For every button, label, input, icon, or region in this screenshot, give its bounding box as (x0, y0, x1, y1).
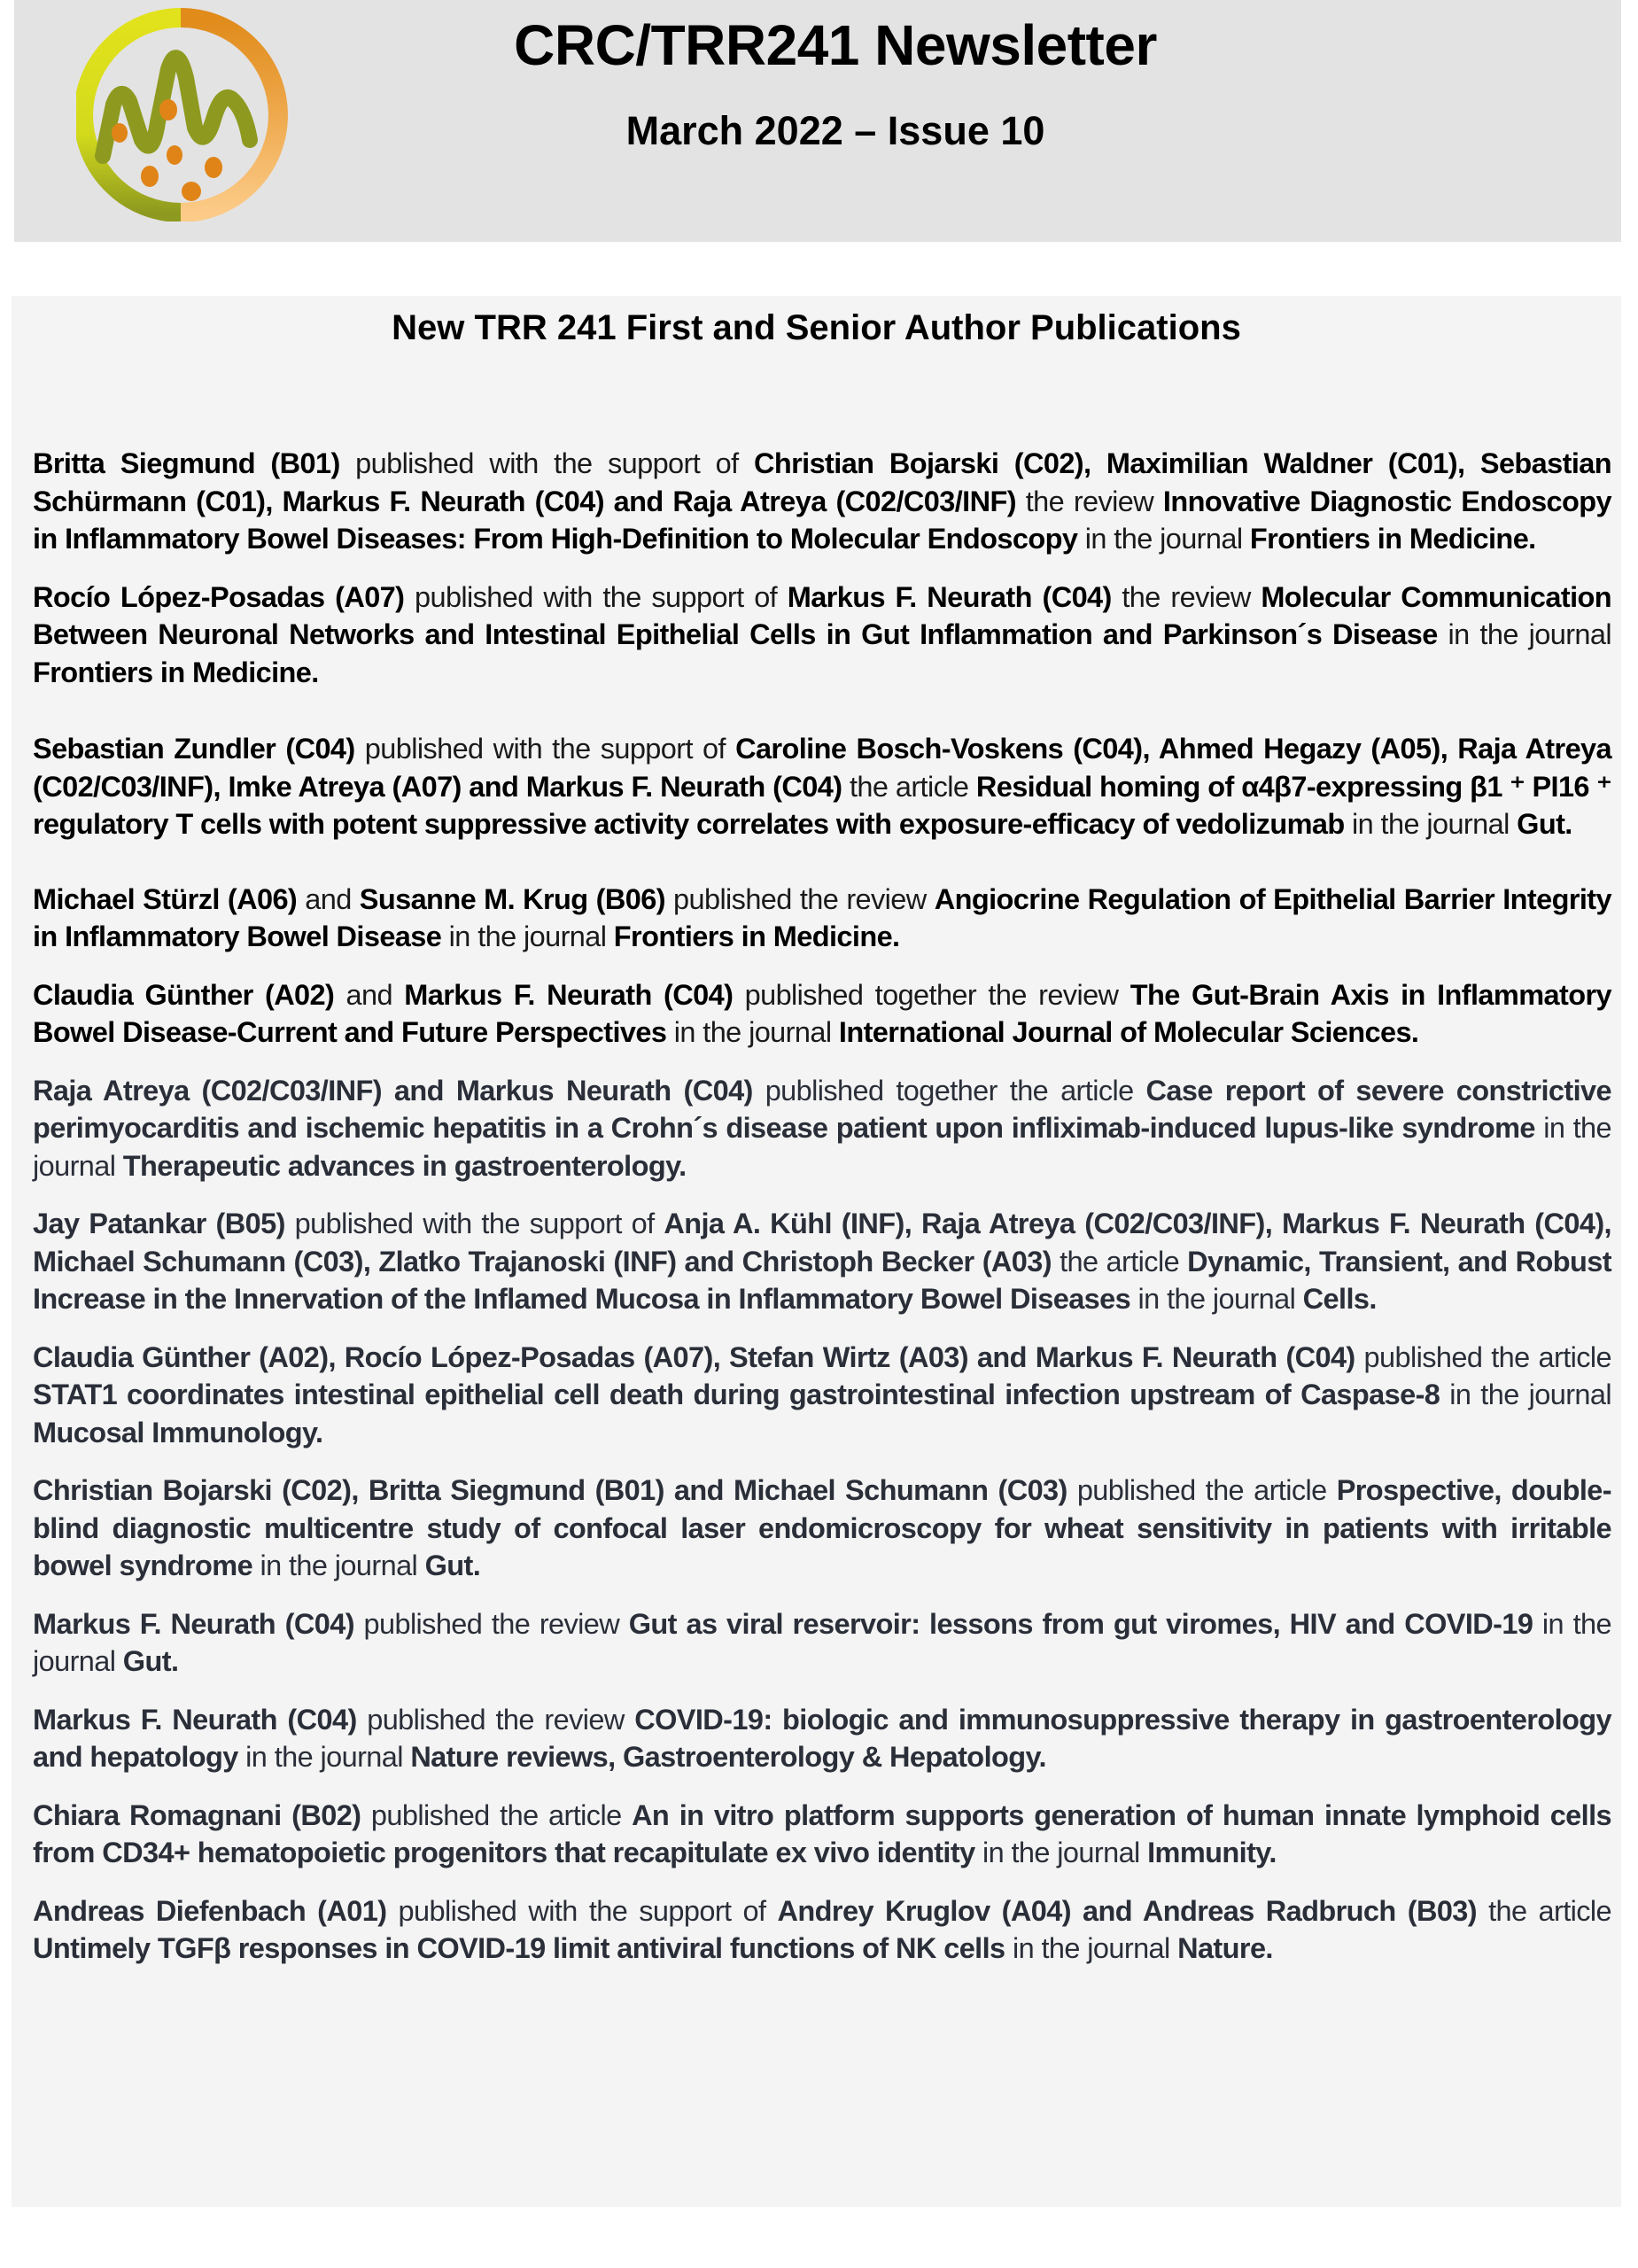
entry-bold-text: Frontiers in Medicine. (613, 920, 900, 952)
entry-bold-text: Cells. (1302, 1283, 1377, 1315)
entry-bold-text: STAT1 coordinates intestinal epithelial cell death during gastrointestinal infection upstream of Caspase-8 (33, 1379, 1440, 1410)
publication-entry (33, 881, 1611, 956)
entry-text: in the journal (1440, 1379, 1611, 1410)
publication-entry (33, 730, 1611, 843)
entry-bold-text: Therapeutic advances in gastroenterology. (122, 1149, 687, 1182)
entry-text: published the review (664, 882, 935, 915)
entry-text: in the journal (666, 1016, 839, 1048)
entry-bold-text: Markus F. Neurath (C04) (404, 978, 734, 1011)
publication-entry (33, 1892, 1611, 1968)
entry-bold-text: Residual homing of α4β7-expressing β1 ⁺ PI16 ⁺ regulatory T cells with potent suppressive activity correlates with exposure-efficacy of vedolizumab (33, 770, 1611, 840)
entry-bold-text: Chiara Romagnani (B02) (33, 1798, 361, 1831)
entry-bold-text: Angiocrine Regulation of Epithelial Barrier Integrity in Inflammatory Bowel Disease (33, 882, 1611, 952)
entry-bold-text: Gut. (424, 1550, 481, 1581)
entry-text: published with the support of (354, 733, 736, 765)
entry-bold-text: Markus F. Neurath (C04) (787, 580, 1112, 613)
entry-bold-text: Andrey Kruglov (A04) and Andreas Radbruch (B03) (777, 1894, 1477, 1927)
issue-subtitle: March 2022 – Issue 10 (625, 108, 1045, 153)
publication-entry (33, 579, 1611, 692)
entry-text: the article (1051, 1245, 1188, 1278)
entry-bold-text: Markus F. Neurath (C04) (33, 1703, 357, 1736)
entry-bold-text: Prospective, double-blind diagnostic multicentre study of confocal laser endomicroscopy for wheat sensitivity in patients with irritable bowel syndrome (33, 1474, 1611, 1581)
entry-text: published the article (1067, 1474, 1337, 1506)
publication-entry (33, 445, 1611, 558)
entry-text: published the review (353, 1607, 629, 1640)
entry-bold-text: Nature. (1177, 1932, 1273, 1964)
entry-text: in the journal (33, 1607, 1611, 1677)
entry-text: and (297, 882, 360, 915)
publication-entry (33, 1472, 1611, 1585)
entry-bold-text: International Journal of Molecular Sciences. (838, 1016, 1419, 1048)
entry-text: published together the review (733, 978, 1130, 1011)
entry-text: published the review (356, 1703, 635, 1736)
entry-text: in the journal (252, 1550, 425, 1581)
newsletter-header (14, 0, 1621, 242)
entry-bold-text: Frontiers in Medicine. (1249, 523, 1536, 555)
publication-entry (33, 1605, 1611, 1681)
entry-bold-text: Nature reviews, Gastroenterology & Hepatology. (410, 1741, 1046, 1773)
entry-bold-text: Britta Siegmund (B01) (33, 447, 340, 479)
entry-bold-text: Rocío López-Posadas (A07) (33, 580, 405, 613)
entry-bold-text: Christian Bojarski (C02), Maximilian Waldner (C01), Sebastian Schürmann (C01), Markus F. Neurath (C04) and Raja Atreya (C02/C03/INF) (33, 447, 1612, 517)
entry-bold-text: Michael Stürzl (A06) (33, 882, 298, 915)
entry-text: in the journal (1005, 1932, 1178, 1964)
section-title: New TRR 241 First and Senior Author Publications (392, 308, 1241, 347)
entry-bold-text: Raja Atreya (C02/C03/INF) and Markus Neurath (C04) (33, 1074, 753, 1107)
entry-bold-text: Jay Patankar (B05) (33, 1208, 285, 1239)
publications-panel (12, 296, 1621, 2207)
entry-bold-text: Molecular Communication Between Neuronal Networks and Intestinal Epithelial Cells in Gut Inflammation and Parkinson´s Disease (33, 580, 1612, 650)
publication-list (33, 445, 1611, 1968)
entry-text: the review (1111, 580, 1261, 613)
entry-text: the article (1477, 1894, 1612, 1927)
entry-bold-text: The Gut-Brain Axis in Inflammatory Bowel Disease-Current and Future Perspectives (33, 978, 1611, 1048)
entry-text: published with the support of (339, 447, 754, 479)
entry-bold-text: Anja A. Kühl (INF), Raja Atreya (C02/C03/INF), Markus F. Neurath (C04), Michael Schumann (C03), Zlatko Trajanoski (INF) and Christoph Becker (A03) (33, 1208, 1611, 1278)
entry-bold-text: Gut. (122, 1645, 179, 1677)
entry-bold-text: Untimely TGFβ responses in COVID-19 limit antiviral functions of NK cells (33, 1932, 1005, 1964)
entry-bold-text: Gut as viral reservoir: lessons from gut viromes, HIV and COVID-19 (628, 1607, 1533, 1640)
entry-bold-text: Gut. (1517, 808, 1572, 840)
entry-bold-text: COVID-19: biologic and immunosuppressive therapy in gastroenterology and hepatology (33, 1703, 1612, 1773)
entry-text: published together the article (752, 1074, 1146, 1107)
publication-entry (33, 1701, 1611, 1776)
entry-bold-text: Susanne M. Krug (B06) (359, 882, 665, 915)
entry-bold-text: Sebastian Zundler (C04) (33, 733, 355, 765)
entry-text: the review (1015, 485, 1163, 517)
entry-text: in the journal (1077, 523, 1250, 555)
entry-bold-text: Case report of severe constrictive perimyocarditis and ischemic hepatitis in a Crohn´s disease patient upon infliximab-induced lupus-like syndrome (33, 1074, 1611, 1144)
entry-bold-text: Caroline Bosch-Voskens (C04), Ahmed Hegazy (A05), Raja Atreya (C02/C03/INF), Imke Atreya (A07) and Markus F. Neurath (C04) (33, 733, 1612, 803)
publication-entry (33, 1072, 1611, 1185)
entry-text: published with the support of (284, 1208, 664, 1239)
publication-entry (33, 1339, 1611, 1452)
entry-text: in the journal (974, 1837, 1148, 1868)
entry-text: in the journal (1130, 1283, 1303, 1315)
entry-bold-text: Innovative Diagnostic Endoscopy in Inflammatory Bowel Diseases: From High-Definition to Molecular Endoscopy (33, 485, 1612, 555)
entry-bold-text: Immunity. (1147, 1837, 1277, 1868)
entry-text: in the journal (33, 1112, 1611, 1182)
entry-bold-text: Markus F. Neurath (C04) (33, 1607, 354, 1640)
entry-text: the article (842, 770, 976, 803)
entry-text: published with the support of (404, 580, 788, 613)
entry-text: in the journal (1344, 808, 1518, 840)
entry-bold-text: Dynamic, Transient, and Robust Increase in the Innervation of the Inflamed Mucosa in Inflammatory Bowel Diseases (33, 1245, 1611, 1315)
publication-entry (33, 1205, 1611, 1318)
entry-text: published with the support of (386, 1894, 778, 1927)
publication-entry (33, 976, 1611, 1052)
entry-text: in the journal (1437, 618, 1611, 650)
entry-text: published the article (361, 1798, 633, 1831)
entry-bold-text: Claudia Günther (A02), Rocío López-Posadas (A07), Stefan Wirtz (A03) and Markus F. Neurath (C04) (33, 1340, 1355, 1373)
entry-bold-text: Frontiers in Medicine. (33, 656, 319, 688)
entry-bold-text: An in vitro platform supports generation of human innate lymphoid cells from CD34+ hematopoietic progenitors that recapitulate ex vivo identity (33, 1798, 1611, 1868)
entry-bold-text: Mucosal Immunology. (33, 1416, 323, 1449)
entry-bold-text: Christian Bojarski (C02), Britta Siegmund (B01) and Michael Schumann (C03) (33, 1474, 1067, 1506)
entry-bold-text: Claudia Günther (A02) (33, 978, 335, 1011)
entry-text: in the journal (441, 920, 614, 952)
entry-text: and (334, 978, 405, 1011)
entry-bold-text: Andreas Diefenbach (A01) (33, 1894, 387, 1927)
entry-text: published the article (1355, 1340, 1611, 1373)
newsletter-title: CRC/TRR241 Newsletter (514, 13, 1157, 77)
entry-text: in the journal (237, 1741, 411, 1773)
publication-entry (33, 1797, 1611, 1872)
